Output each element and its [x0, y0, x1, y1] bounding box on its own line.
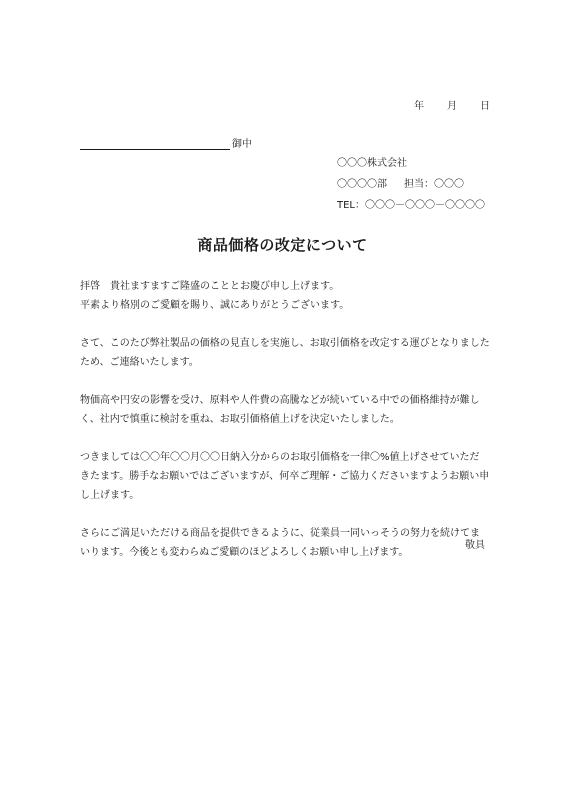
body-line: 平素より格別のご愛顧を賜り、誠にありがとうございます。: [80, 300, 350, 311]
body-line: ため、ご連絡いたします。: [80, 357, 199, 368]
date-day: 日: [480, 101, 490, 112]
letter-body: [80, 277, 490, 581]
date-line: [414, 97, 490, 112]
sender-tel: TEL：〇〇〇－〇〇〇－〇〇〇〇: [337, 200, 485, 211]
body-line: きたます。勝手なお願いではございますが、何卒ご理解・ご協力くださいますようお願い申: [80, 471, 490, 482]
body-line: し上げます。: [80, 490, 140, 501]
recipient-suffix: 御中: [232, 139, 252, 150]
body-line: く、社内で慎重に検討を重ね、お取引価格値上げを決定いたしました。: [80, 414, 400, 425]
closing-phrase: 敬具: [465, 540, 485, 551]
sender-contact: 担当：〇〇〇: [404, 179, 464, 190]
paragraph-reason: [80, 391, 490, 429]
sender-department: 〇〇〇〇部: [337, 179, 387, 190]
paragraph-details: [80, 448, 490, 505]
date-month: 月: [447, 101, 457, 112]
body-line: つきましては〇〇年〇〇月〇〇日納入分からのお取引価格を一律〇%値上げさせていただ: [80, 452, 480, 463]
recipient-line: [80, 135, 252, 150]
sender-company: 〇〇〇株式会社: [337, 158, 407, 169]
body-line: いります。今後とも変わらぬご愛顧のほどよろしくお願い申し上げます。: [80, 547, 409, 558]
body-line: 拝啓 貴社ますますご隆盛のこととお慶び申し上げます。: [80, 281, 340, 292]
paragraph-greeting: [80, 277, 490, 315]
body-line: 物価高や円安の影響を受け、原料や人件費の高騰などが続いている中での価格維持が難し: [80, 395, 480, 406]
document-title: 商品価格の改定について: [197, 236, 368, 254]
recipient-blank-line: [80, 137, 230, 150]
sender-department-line: [337, 174, 485, 195]
sender-block: [337, 153, 485, 216]
date-year: 年: [414, 101, 424, 112]
body-line: さらにご満足いただける商品を提供できるように、従業員一同いっそうの努力を続けてま: [80, 528, 480, 539]
body-line: さて、このたび弊社製品の価格の見直しを実施し、お取引価格を改定する運びとなりました: [80, 338, 490, 349]
paragraph-closing-remarks: [80, 524, 490, 562]
paragraph-announcement: [80, 334, 490, 372]
